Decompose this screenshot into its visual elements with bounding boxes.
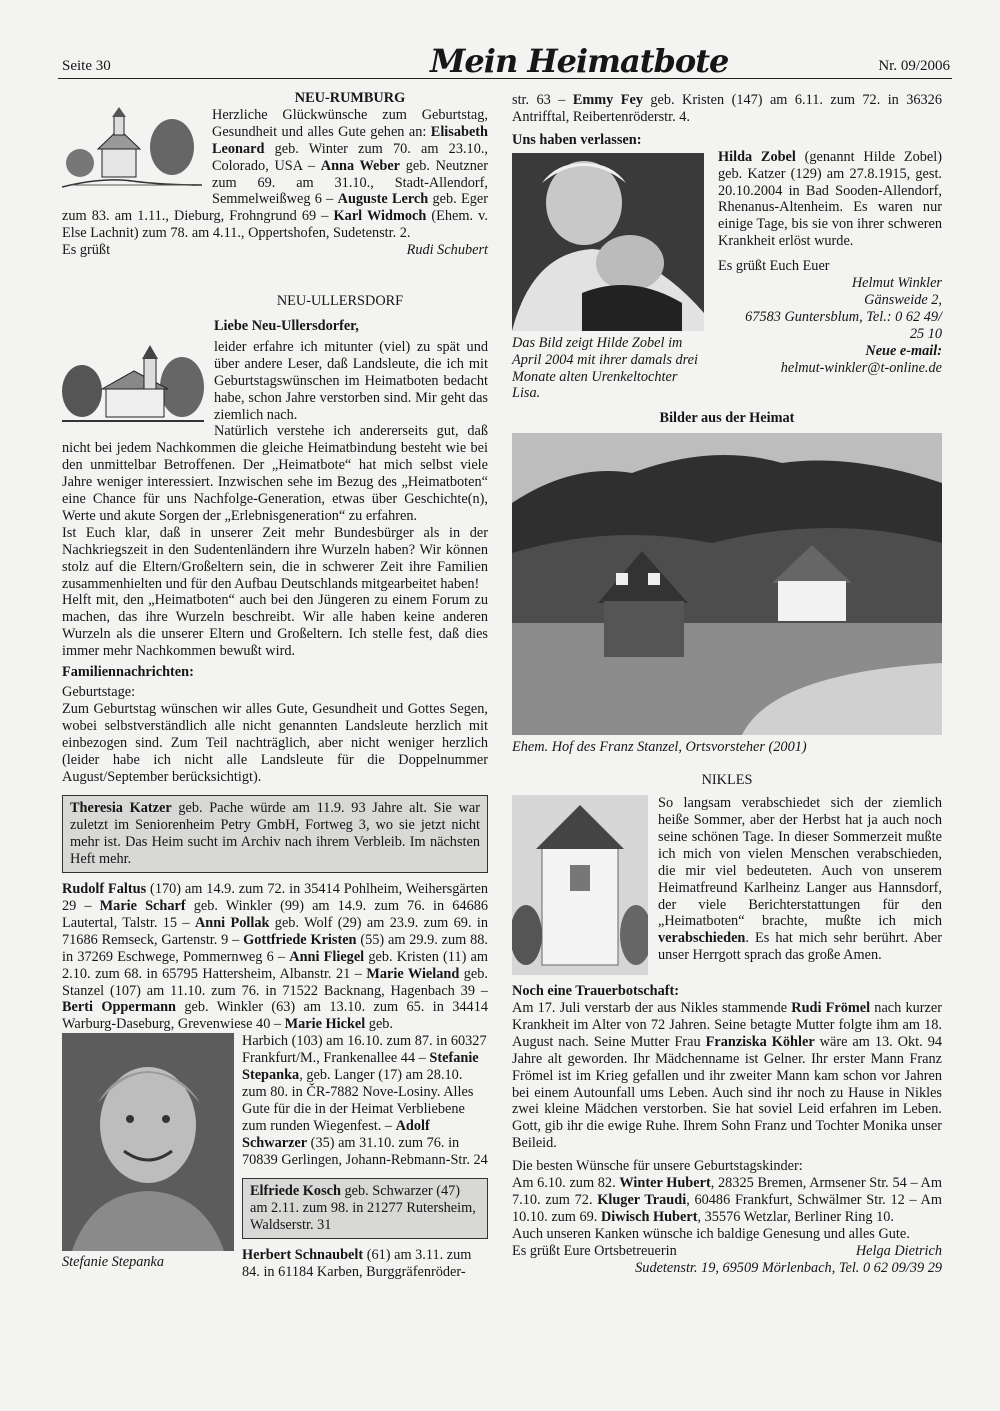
- pictures-title: Bilder aus der Heimat: [659, 410, 795, 427]
- wishes-intro: Die besten Wünsche für unsere Geburtstagskinder:: [512, 1158, 803, 1175]
- birthday-list-continued: Harbich (103) am 16.10. zum 87. in 60327 Frankfurt/M., Frankenallee 44 – Stefanie Stepanka, geb. Langer (17) am 28.10. zum 80. in ČR-7882 Nove-Losiny. Alles Gute für die in der Heimat Verbliebene zum runden Wiegenfest. – Adolf Schwarzer (35) am 31.10. zum 76. in 70839 Gerlingen, Johann-Rebmann-Str. 24: [242, 1033, 488, 1168]
- nikles-block: [512, 795, 942, 979]
- church-drawing-icon: [62, 341, 204, 427]
- family-news-title: Familiennachrichten:: [62, 664, 194, 681]
- nikles-church-photo: [512, 795, 648, 975]
- nikles-text: So langsam verabschiedet sich der ziemlich heiße Sommer, aber der Herbst hat ja auch noch seine schönen Tage. In dieser Sommerzeit mußte ich mich von vielen Menschen verabschieden, die mir viel bedeuteten. Auch von unserem Heimatfreund Karlheinz Langer aus Hannsdorf, der viele Berichterstattungen für den „Heimatboten“ brachte, mußte ich mich verabschieden. Es hat mich sehr berührt. Aber unser Herrgott sprach das große Amen.: [658, 795, 942, 964]
- new-email-label: Neue e-mail:: [865, 342, 942, 359]
- dietrich-signature: Es grüßt Eure Ortsbetreuerin Helga Dietrich: [512, 1242, 942, 1259]
- birthdays-subtitle: Geburtstage:: [62, 684, 136, 700]
- rumburg-text: Herzliche Glückwünsche zum Geburtstag, Gesundheit und alles Gute gehen an: Elisabeth Leonard geb. Winter zum 70. am 23.10., Colorado, USA – Anna Weber geb. Neutzner zum 69. am 31.10., Stadt-Allendorf, Semmelweißweg 6 – Auguste Lerch geb. Eger zum 83. am 1.11., Dieburg, Frohngrund 69 – Karl Widmoch (Ehem. v. Else Lachnit) zum 78. am 4.11., Oppertshofen, Sudetenstr. 2.: [62, 106, 489, 242]
- stepanka-photo: [62, 1033, 234, 1251]
- birthday-list: Rudolf Faltus (170) am 14.9. zum 72. in 35414 Pohlheim, Weihersgärten 29 – Marie Scharf geb. Winkler (99) am 14.9. zum 76. in 64686 Lautertal, Talstr. 15 – Anni Pollak geb. Wolf (29) am 23.9. zum 69. in 71686 Remseck, Gartenstr. 9 – Gottfriede Kristen (55) am 29.9. zum 88. in 37269 Eschwege, Pommernweg 6 – Anni Fliegel geb. Kristen (11) am 2.10. zum 68. in 65795 Hattersheim, Albanstr. 21 – Marie Wieland geb. Stanzel (107) am 11.10. zum 76. in 71522 Backnang, Hagenbach 39 – Berti Oppermann geb. Winkler (63) am 13.10. zum 65. in 34414 Warburg-Daseburg, Grevenwiese 40 – Marie Hickel geb.: [62, 881, 489, 1033]
- closing-line: Auch unseren Kanken wünsche ich baldige Genesung und alles Gute.: [512, 1225, 910, 1242]
- left-column: [62, 90, 488, 1281]
- landscape-photo-icon: [512, 433, 942, 735]
- kosch-notice-box: Elfriede Kosch geb. Schwarzer (47) am 2.11. zum 98. in 21277 Rutersheim, Waldserstr. 31: [242, 1178, 488, 1239]
- stepanka-photo-frame: [62, 1033, 234, 1271]
- zobel-block: [512, 149, 942, 403]
- section-title-neu-rumburg: NEU-RUMBURG: [294, 90, 406, 106]
- emmy-fey-entry: str. 63 – Emmy Fey geb. Kristen (147) am 6.11. zum 72. in 36326 Antrifftal, Reibertenröderstr. 4.: [512, 92, 942, 125]
- zobel-obituary: Hilda Zobel (genannt Hilde Zobel) geb. Katzer (129) am 27.8.1915, gest. 20.10.2004 in Bad Sooden-Allendorf, Rhenanus-Altenheim. Es waren nur einige Tage, bis sie von ihrer schweren Krankheit erlöst wurde.: [718, 148, 942, 250]
- header-rule: [58, 78, 952, 79]
- wishes-list: Am 6.10. zum 82. Winter Hubert, 28325 Bremen, Armsener Str. 54 – Am 7.10. zum 72. Kluger Traudi, 60486 Frankfurt, Schwälmer Str. 12 – Am 10.10. zum 69. Diwisch Hubert, 35576 Wetzlar, Berliner Ring 10.: [512, 1175, 942, 1225]
- mourning-title: Noch eine Trauerbotschaft:: [512, 983, 680, 1000]
- katzer-notice-box: Theresia Katzer geb. Pache würde am 11.9. 93 Jahre alt. Sie war zuletzt im Seniorenheim Petry GmbH, Fortweg 3, wo sie jetzt nicht mehr ist. Das Heim sucht im Archiv nach ihrem Verbleib. Im nächsten Heft mehr.: [62, 795, 488, 873]
- rumburg-signature: Es grüßt Rudi Schubert: [62, 242, 488, 259]
- issue-number: Nr. 09/2006: [878, 58, 950, 74]
- church-tower-photo-icon: [512, 795, 648, 975]
- farm-photo: [512, 433, 942, 735]
- chapel-drawing-icon: [62, 107, 202, 193]
- email-address: helmut-winkler@t-online.de: [780, 359, 942, 376]
- church-illustration: [62, 341, 204, 427]
- stepanka-block: [62, 1033, 488, 1281]
- ullersdorf-para-2: Natürlich verstehe ich andererseits gut, daß nicht bei jedem Nachkommen die gleiche Heimatbindung besteht wie bei den unmittelbar Betroffenen. Der „Heimatbote“ hat mich selbst viele Jahre weniger interessiert. Inzwischen sehe im Bezug des „Heimatboten“ eine Chance für uns Nachfolge-Generation, etwas über Geschichte(n), Werte und akute Sorgen der „Erlebnisgeneration“ zu erfahren.: [62, 423, 488, 524]
- dietrich-address: Sudetenstr. 19, 69509 Mörlenbach, Tel. 0 62 09/39 29: [635, 1259, 942, 1276]
- masthead-logo: Mein Heimatbote: [430, 42, 729, 80]
- farm-caption: Ehem. Hof des Franz Stanzel, Ortsvorsteher (2001): [512, 739, 807, 756]
- zobel-photo: [512, 153, 704, 331]
- ullersdorf-para-3: Ist Euch klar, daß in unserer Zeit mehr Bundesbürger als in der Nachkriegszeit in den Sudentenländern ihre Wurzeln haben? Wir können stolz auf die Eltern/Großeltern sein, die in schwerer Zeit ihre Familien zusammenhielten und für den Aufbau Deutschlands mitgearbeitet haben!: [62, 524, 488, 592]
- mourning-text: Am 17. Juli verstarb der aus Nikles stammende Rudi Frömel nach kurzer Krankheit im Alter von 72 Jahren. Seine betagte Mutter folgte ihm am 18. August nach. Seine Mutter Frau Franziska Köhler wäre am 13. Okt. 94 Jahre alt geworden. Ihr Mädchenname ist Gelner. Ihr erster Mann Franz Frömel ist im Krieg gefallen und ihr zweiter Mann kam schon vor Jahren bei einem Autounfall ums Leben. Auch sind ihr noch zu Hause in Nikles zwei kleine Mädchen verstorben. Sie hat soviel Leid erfahren im Leben. Gott, gib ihr die ewige Ruhe. Ihrem Sohn Franz und Tochter Monika unser Beileid.: [512, 999, 942, 1152]
- ullersdorf-para-1: leider erfahre ich mitunter (viel) zu spät und über andere Leser, daß Landsleute, die ich mit Geburtstagswünschen im Heimatboten bedacht habe, schon Jahre verstorben sind. Mir geht das ziemlich nach.: [214, 338, 488, 423]
- right-column: [512, 92, 942, 1276]
- birthday-intro: Zum Geburtstag wünschen wir alles Gute, Gesundheit und Gottes Segen, wobei selbstverständlich alle nicht genannten Landsleute herzlich mit einbezogen sind. Zum Teil nachträglich, aber nicht weniger herzlich (leider habe ich nicht alle Landsleute für die Doppelnummer August/September berücksichtigt).: [62, 700, 488, 785]
- winkler-signature: Helmut Winkler Gänsweide 2, 67583 Guntersblum, Tel.: 0 62 49/ 25 10 Neue e-mail: helmut-winkler@t-online.de: [512, 275, 942, 376]
- schnaubelt-entry: Herbert Schnaubelt (61) am 3.11. zum 84. in 61184 Karben, Burggräfenröder-: [242, 1247, 472, 1281]
- page-number: Seite 30: [62, 58, 111, 74]
- chapel-illustration: [62, 107, 202, 193]
- zobel-photo-frame: [512, 149, 708, 403]
- winkler-greeting: Es grüßt Euch Euer: [718, 258, 830, 275]
- zobel-photo-caption: Das Bild zeigt Hilde Zobel im April 2004 mit ihrer damals drei Monate alten Urenkeltochter Lisa.: [512, 334, 698, 402]
- grandmother-baby-photo-icon: [512, 153, 704, 331]
- salutation: Liebe Neu-Ullersdorfer,: [214, 317, 359, 334]
- ullersdorf-para-4: Helft mit, den „Heimatboten“ auch bei den Jüngeren zu einem Forum zu machen, das ihre Wurzeln beschreibt. Wir alle haben keine anderen Wurzeln als die unserer Eltern und Großeltern. Ich stelle fest, daß dies immer mehr Nachkommen bewußt wird.: [62, 592, 488, 660]
- stepanka-caption: Stefanie Stepanka: [62, 1254, 165, 1271]
- signer-name-dietrich: Helga Dietrich: [855, 1242, 942, 1259]
- section-title-nikles: NIKLES: [701, 772, 753, 789]
- portrait-woman-icon: [62, 1033, 234, 1251]
- section-title-neu-ullersdorf: NEU-ULLERSDORF: [276, 293, 404, 310]
- obituaries-title: Uns haben verlassen:: [512, 131, 642, 148]
- signer-name: Rudi Schubert: [406, 242, 488, 259]
